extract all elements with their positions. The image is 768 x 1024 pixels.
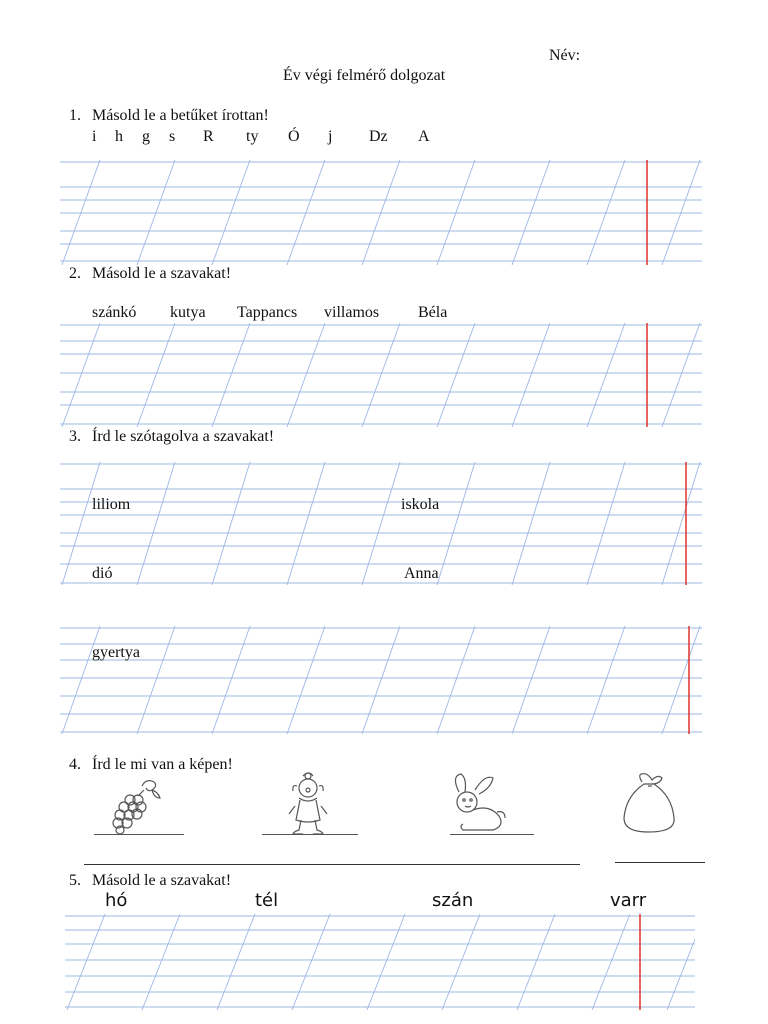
task-1-instruction: Másold le a betűket írottan!: [92, 107, 269, 124]
letter-3: g: [142, 128, 150, 145]
slant-guide: [62, 323, 100, 427]
slant-guide: [442, 914, 480, 1010]
word-kutya: kutya: [170, 304, 206, 321]
word-gyertya: gyertya: [92, 644, 140, 661]
letter-5: R: [203, 128, 214, 145]
word-varr: varr: [610, 890, 647, 911]
word-liliom: liliom: [92, 496, 131, 513]
word-anna: Anna: [404, 565, 439, 582]
slant-guide: [667, 914, 695, 1010]
slant-guide: [62, 626, 100, 734]
sack-icon: [620, 772, 682, 838]
slant-guide: [212, 323, 250, 427]
slant-guide: [137, 323, 175, 427]
slant-guide: [437, 626, 475, 734]
slant-guide: [662, 462, 700, 585]
word-szanko: szánkó: [92, 304, 137, 321]
slant-guide: [212, 626, 250, 734]
slant-guide: [362, 626, 400, 734]
slant-guide: [137, 462, 175, 585]
slant-guide: [67, 914, 105, 1010]
slant-guide: [592, 914, 630, 1010]
word-szan: szán: [432, 890, 474, 911]
letter-7: Ó: [288, 128, 300, 145]
slant-guide: [362, 462, 400, 585]
slant-guide: [287, 462, 325, 585]
task-2-number: 2.: [69, 265, 81, 282]
slant-guide: [662, 626, 700, 734]
letter-10: A: [418, 128, 430, 145]
slant-guide: [287, 626, 325, 734]
grapes-icon: [100, 776, 170, 836]
letter-2: h: [115, 128, 123, 145]
slant-guide: [142, 914, 180, 1010]
slant-guide: [662, 323, 700, 427]
task-2-instruction: Másold le a szavakat!: [92, 265, 232, 282]
slant-guide: [512, 462, 550, 585]
clown-icon: [283, 770, 333, 836]
name-label: Név:: [549, 47, 581, 64]
word-ho: hó: [105, 890, 128, 911]
slant-guide: [587, 626, 625, 734]
letter-1: i: [92, 128, 97, 145]
letter-8: j: [328, 128, 333, 145]
word-dio: dió: [92, 565, 113, 582]
slant-guide: [437, 323, 475, 427]
writing-lines-5[interactable]: [65, 914, 695, 1010]
task-5-number: 5.: [69, 872, 81, 889]
writing-lines-1[interactable]: [60, 160, 702, 265]
letter-9: Dz: [369, 128, 388, 145]
word-tel: tél: [255, 890, 279, 911]
writing-lines-3b[interactable]: [60, 626, 702, 734]
letter-6: ty: [246, 128, 259, 145]
slant-guide: [217, 914, 255, 1010]
writing-lines-3a[interactable]: [60, 462, 702, 585]
slant-guide: [367, 914, 405, 1010]
word-tappancs: Tappancs: [237, 304, 298, 321]
slant-guide: [517, 914, 555, 1010]
word-iskola: iskola: [401, 496, 440, 513]
writing-lines-2[interactable]: [60, 323, 702, 427]
slant-guide: [437, 462, 475, 585]
rabbit-icon: [449, 772, 515, 834]
task-5-instruction: Másold le a szavakat!: [92, 872, 232, 889]
slant-guide: [362, 323, 400, 427]
task-1-number: 1.: [69, 107, 81, 124]
slant-guide: [287, 323, 325, 427]
slant-guide: [137, 626, 175, 734]
task-3-instruction: Írd le szótagolva a szavakat!: [92, 428, 275, 445]
slant-guide: [587, 323, 625, 427]
slant-guide: [212, 462, 250, 585]
task-4-number: 4.: [69, 756, 81, 773]
slant-guide: [512, 626, 550, 734]
slant-guide: [512, 323, 550, 427]
page-title: Év végi felmérő dolgozat: [283, 67, 446, 84]
word-villamos: villamos: [324, 304, 380, 321]
task-4-instruction: Írd le mi van a képen!: [92, 756, 233, 773]
word-bela: Béla: [418, 304, 448, 321]
letter-4: s: [169, 128, 176, 145]
slant-guide: [587, 462, 625, 585]
slant-guide: [292, 914, 330, 1010]
task-3-number: 3.: [69, 428, 81, 445]
